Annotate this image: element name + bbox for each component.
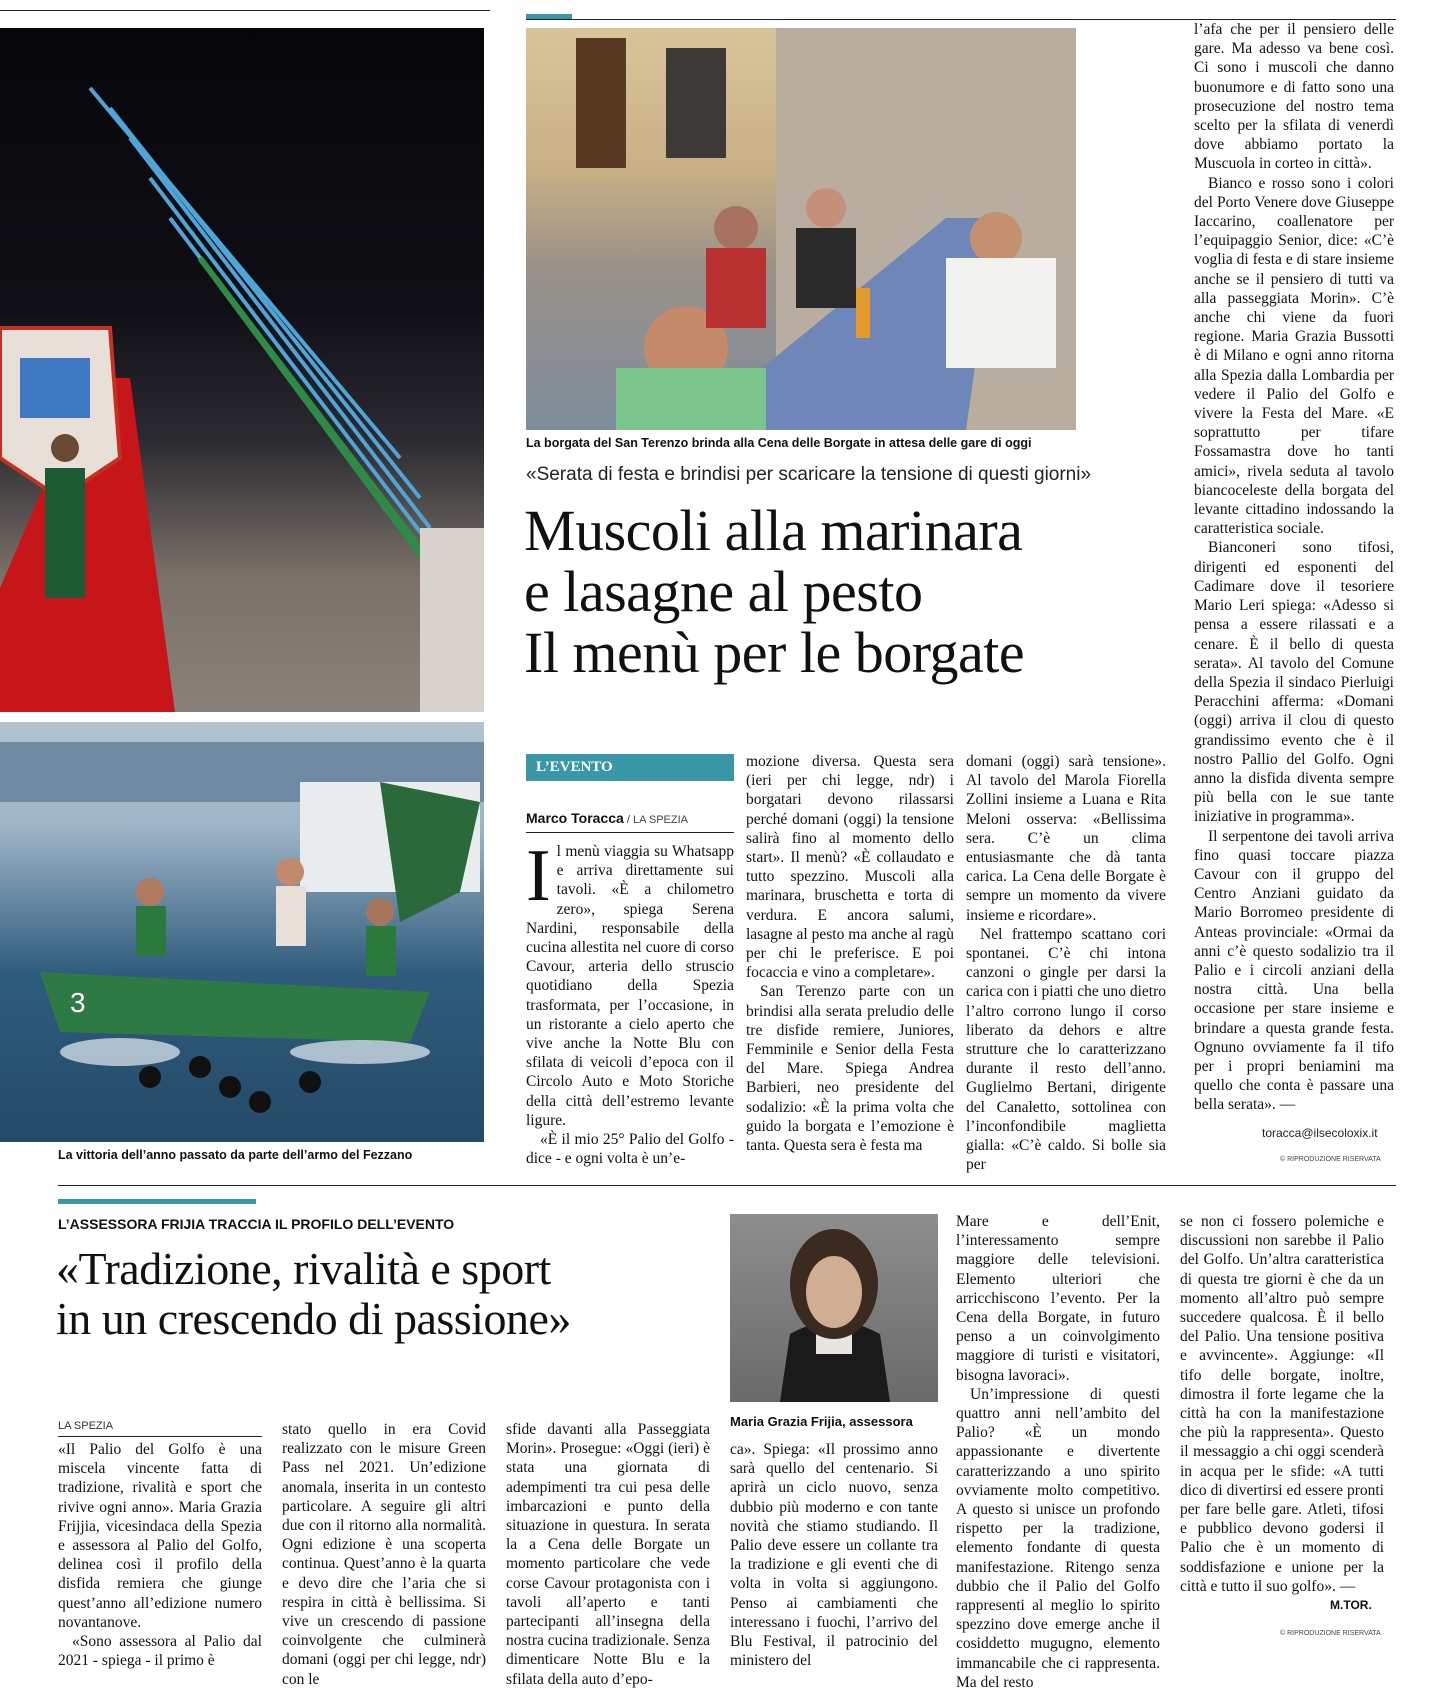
top-headline-line-3: Il menù per le borgate [524,620,1025,685]
paragraph: San Terenzo parte con un brindisi alla serata preludio delle tre disfide remiere, Juniores, Femminile e Senior della Festa del Mare. Spiega Andrea Barbieri, neo presidente del sodalizio: «È la prima volta che guido la borgata e l’emozione è tanta. Questa sera è festa ma [746,983,954,1155]
paragraph: stato quello in era Covid realizzato con le misure Green Pass nel 2021. Un’edizione anomala, inserita in un contesto particolare. A seguire gli altri due con il ritorno alla normalità. Ogni edizione è una scoperta continua. Quest’anno è la quarta e devo dire che l’aria che si respira in città è bellissima. Si vive un crescendo di passione coinvolgente che culminerà domani (oggi per chi legge, ndr) con le [282,1421,486,1688]
drop-cap: I [526,835,551,917]
paragraph: Un’impressione di questi quattro anni nell’ambito del Palio? «È un mondo appassionante e divertente caratterizzando a uno spirito ovviamente molto competitivo. A questo si unisce un profondo rispetto per la tradizione, elemento fondante di questa manifestazione. Ritengo senza dubbio che il Palio del Golfo rappresenti al meglio lo spirito spezzino dove emerge anche il cosiddetto mugugno, elemento immancabile che ci rappresenta. Ma del resto [956,1385,1160,1691]
copyright-bottom: © RIPRODUZIONE RISERVATA [1280,1630,1381,1637]
paragraph: Bianco e rosso sono i colori del Porto Venere dove Giuseppe Iaccarino, coallenatore per l’equipaggio Senior, dice: «C’è voglia di festa e di stare insieme anche se il pensiero di tutti va alla passeggiata Morin». C’è anche chi viene da fuori regione. Maria Grazia Bussotti è di Milano e ogni anno ritorna alla Spezia dalla Lombardia per vedere il Palio del Golfo e vivere la Festa del Mare. «E soprattutto per tifare Fossamastra dove ho tanti amici», rivela seduta al tavolo biancoceleste della borgata del levante cittadino indossando la caratteristica sociale. [1194,174,1394,538]
byline-rule [526,832,734,833]
paragraph: mozione diversa. Questa sera (ieri per chi legge, ndr) i borgatari devono rilassarsi perché domani (oggi) la tensione salirà fino al momento dello start». Il menù? «È collaudato e tutto spezzino. Muscoli alla marinara, bruschetta e torta di verdura. E ancora salumi, lasagne al pesto ma anche al ragù per chi le preferisce. E poi focaccia e vino a completare». [746,753,954,982]
procession-photo-art [0,28,484,712]
article-signature: M.TOR. [1330,1598,1372,1612]
top-article-col-2 [746,752,954,1155]
dateline-rule [58,1436,262,1437]
top-article-col-3 [966,752,1166,1174]
paragraph: l menù viaggia su Whatsapp e arriva direttamente sui tavoli. «È a chilometro zero», spiega Serena Nardini, responsabile della cucina allestita nel cuore di corso Cavour, arteria dello struscio quotidiano della Spezia trasformata, per l’occasione, in un ristorante a cielo aperto che vive anche la Notte Blu con sfilata di veicoli d’epoca con il Circolo Auto e Moto Storiche della città dell’estremo levante ligure. [526,843,734,1129]
paragraph: Il serpentone dei tavoli arriva fino quasi toccare piazza Cavour con il gruppo del Centro Anziani guidato da Mario Borromeo presidente di Anteas provinciale: «Ormai da anni c’è questo sodalizio tra il Palio e i circoli anziani della nostra città. Una bella occasione per stare insieme e brindare a questa grande festa. Ognuno ovviamente fa il tifo per i propri beniamini ma quello che conta è passare una bella serata». — [1194,827,1394,1114]
bottom-section-rule [58,1185,1396,1186]
bottom-headline-line-2: in un crescendo di passione» [56,1293,571,1344]
top-headline-line-1: Muscoli alla marinara [524,498,1023,563]
dinner-photo-caption: La borgata del San Terenzo brinda alla Cena delle Borgate in attesa delle gare di oggi [526,436,1032,450]
dinner-photo [526,28,1076,430]
section-label: L’EVENTO [526,754,734,781]
bottom-article-col-1 [58,1440,262,1670]
bottom-article-col-5 [956,1212,1160,1692]
paragraph: Nel frattempo scattano cori spontanei. C’è chi intona canzoni o gingle per darsi la carica con i piatti che uno dietro l’altro corrono lungo il corso liberato da dehors e altre strutture che lo caratterizzano durante il resto dell’anno. Guglielmo Bertani, dirigente del Canaletto, sottolinea con l’inconfondibile maglietta gialla: «C’è caldo. Si bolle sia per [966,925,1166,1174]
bottom-kicker: L’ASSESSORA FRIJIA TRACCIA IL PROFILO DELL’EVENTO [58,1216,455,1232]
dateline: LA SPEZIA [58,1420,114,1432]
paragraph: l’afa che per il pensiero delle gare. Ma adesso va bene così. Ci sono i muscoli che danno buonumore e di fatto sono una prosecuzione del nostro tema scelto per la sfilata di venerdì dove abbiamo portato la Muscuola in corteo in città». [1194,21,1394,173]
frijia-photo [730,1214,938,1402]
top-headline-line-2: e lasagne al pesto [524,559,923,624]
dinner-photo-art [526,28,1076,430]
top-left-rule [0,10,490,11]
bottom-article-col-3 [506,1420,710,1689]
bottom-article-col-6 [1180,1212,1384,1596]
bottom-article-col-2 [282,1420,486,1689]
author-email: toracca@ilsecoloxix.it [1262,1126,1378,1140]
paragraph: «È il mio 25° Palio del Golfo - dice - e ogni volta è un’e- [526,1131,734,1168]
copyright-top: © RIPRODUZIONE RISERVATA [1280,1156,1381,1163]
rowing-photo-caption: La vittoria dell’anno passato da parte dell’armo del Fezzano [58,1148,413,1162]
paragraph: ca». Spiega: «Il prossimo anno sarà quello del centenario. Si aprirà un ciclo nuovo, senza dubbio più moderno e con tante novità che stiamo studiando. Il Palio deve essere un collante tra la tradizione e gli eventi che di volta in volta si aggiungono. Penso ai cambiamenti che interessano i fuochi, l’arrivo del Blu Festival, il patrocinio del ministero del [730,1441,938,1670]
paragraph: Mare e dell’Enit, l’interessamento sempre maggiore delle televisioni. Elemento ulteriori che arricchiscono l’evento. Per la Cena della Borgate, in futuro penso a un coinvolgimento maggiore di turisti e visitatori, bisogna lavoraci». [956,1213,1160,1384]
frijia-photo-art [730,1214,938,1402]
bottom-headline-line-1: «Tradizione, rivalità e sport [56,1243,551,1294]
byline [526,810,688,826]
paragraph: «Sono assessora al Palio dal 2021 - spiega - il primo è [58,1633,262,1670]
top-headline [524,500,1024,683]
bottom-accent [58,1199,256,1204]
top-article-col-1 [526,835,734,1168]
frijia-photo-caption: Maria Grazia Frijia, assessora [730,1414,913,1429]
top-kicker: «Serata di festa e brindisi per scaricare la tensione di questi giorni» [526,464,1092,485]
author-location: / LA SPEZIA [623,814,688,826]
svg-text:3: 3 [70,987,86,1018]
paragraph: domani (oggi) sarà tensione». Al tavolo del Marola Fiorella Zollini insieme a Luana e Rita Meloni osserva: «Bellissima sera. C’è un clima entusiasmante che dà tanta carica. La Cena delle Borgate è sempre un momento da vivere insieme e ricordare». [966,753,1166,924]
paragraph: «Il Palio del Golfo è una miscela vincente fatta di tradizione, rivalità e sport che rivive ogni anno». Maria Grazia Frijjia, vicesindaca della Spezia e assessora al Palio del Golfo, delinea così il profilo della disfida remiera che giunge quest’anno all’edizione numero novantanove. [58,1441,262,1631]
paragraph: se non ci fossero polemiche e discussioni non sarebbe il Palio del Golfo. Un’altra caratteristica di questa tre giorni è che da un momento all’altro può sempre succedere qualcosa. È il bello del Palio. Una tensione positiva e avvincente». Aggiunge: «Il tifo delle borgate, inoltre, dimostra il forte legame che la città ha con la manifestazione che più la rappresenta». Questo il messaggio a chi oggi scenderà in acqua per le sfide: «A tutti dico di divertirsi ed essere pronti per fare belle gare. Atleti, tifosi e pubblico devono godersi il Palio che è un momento di soddisfazione e unione per la città e tutto il suo golfo». — [1180,1213,1384,1595]
procession-photo [0,28,484,712]
paragraph: Bianconeri sono tifosi, dirigenti ed esponenti del Cadimare dove il tesoriere Mario Leri spiega: «Adesso si pensa a essere rilassati e a cenare. È il bello di questa serata». Al tavolo del Comune della Spezia il sindaco Pierluigi Peracchini afferma: «Domani (oggi) arriva il clou di questo grandissimo evento che è il nostro Pallio del Golfo. Ogni anno la disfida diventa sempre più bella con le sue tante iniziative in programma». [1194,539,1394,826]
top-article-col-4 [1194,20,1394,1115]
bottom-headline [56,1244,571,1344]
rowing-photo-art [0,722,484,1142]
paragraph: sfide davanti alla Passeggiata Morin». Prosegue: «Oggi (ieri) è stata una giornata di adempimenti tra cui pesa delle imbarcazioni e punto della situazione in questura. In serata la a Cena delle Borgate un momento particolare che vede corse Cavour protagonista con i tavoli all’aperto e tanti partecipanti all’insegna della nostra cucina tradizionale. Senza dimenticare Notte Blu e la sfilata della auto d’epo- [506,1421,710,1688]
rowing-photo [0,722,484,1142]
bottom-article-col-4 [730,1440,938,1670]
author-name: Marco Toracca [526,810,624,826]
